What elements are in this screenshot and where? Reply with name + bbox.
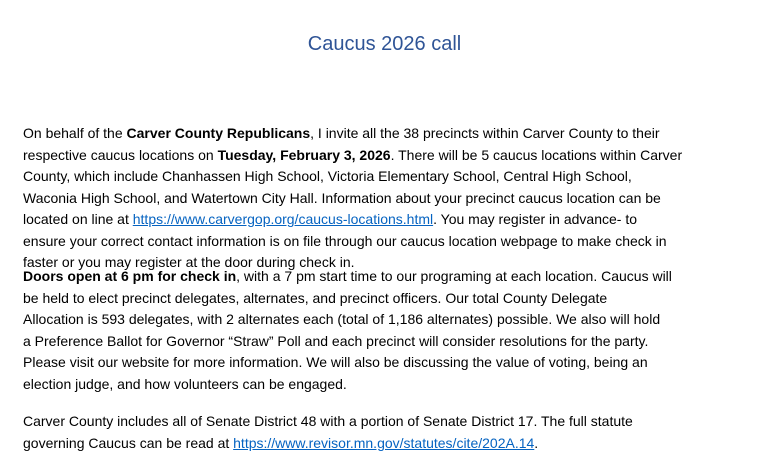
- text-line: [23, 352, 672, 374]
- text-run: ensure your correct contact information is on file through our caucus location webpage to make check in: [23, 232, 667, 249]
- text-line: [23, 209, 682, 231]
- text-run: located on line at: [23, 211, 133, 227]
- document-title: Caucus 2026 call: [307, 33, 462, 55]
- text-line: [23, 188, 682, 210]
- text-line: [23, 433, 633, 455]
- text-line: [23, 331, 672, 353]
- text-run: governing Caucus can be read at: [23, 434, 234, 451]
- text-line: [23, 231, 682, 253]
- text-run: Waconia High School, and Watertown City Hall. Information about your precinct caucus location can be: [23, 189, 661, 206]
- text-run: Carver County includes all of Senate District 48 with a portion of Senate District 17. The full statute: [23, 413, 633, 429]
- text-line: [23, 266, 672, 288]
- text-run: , I invite all the 38 precincts within Carver County to their: [310, 125, 660, 141]
- text-run: , with a 7 pm start time to our programing at each location. Caucus will: [236, 268, 672, 284]
- text-run: Allocation is 593 delegates, with 2 alternates each (total of 1,186 alternates) possible. We also will hold: [23, 311, 661, 327]
- text-line: [23, 374, 672, 396]
- text-run: be held to elect precinct delegates, alternates, and precinct officers. Our total County Delegate: [23, 289, 608, 306]
- text-run: respective caucus locations on: [23, 146, 218, 163]
- text-line: [23, 411, 633, 433]
- paragraph-statute: [23, 411, 633, 454]
- text-run: . There will be 5 caucus locations within Carver: [390, 146, 683, 163]
- text-run: a Preference Ballot for Governor “Straw” Poll and each precinct will consider resolutions for the party.: [23, 332, 649, 349]
- text-run: . You may register in advance- to: [433, 211, 638, 227]
- text-run: On behalf of the: [23, 125, 127, 141]
- text-line: [23, 166, 682, 188]
- text-run: faster or you may register at the door during check in.: [23, 254, 355, 270]
- text-run: election judge, and how volunteers can be engaged.: [23, 375, 347, 392]
- text-run: .: [534, 434, 539, 451]
- text-run: Please visit our website for more information. We will also be discussing the value of voting, being an: [23, 354, 648, 370]
- bold-text: Tuesday, February 3, 2026: [217, 146, 391, 163]
- text-line: [23, 288, 672, 310]
- text-line: [23, 123, 682, 145]
- hyperlink[interactable]: https://www.carvergop.org/caucus-locations.html: [132, 211, 434, 227]
- text-run: County, which include Chanhassen High School, Victoria Elementary School, Central High School,: [23, 168, 632, 184]
- bold-text: Doors open at 6 pm for check in: [23, 268, 237, 284]
- paragraph-schedule: [23, 266, 672, 395]
- text-line: [23, 145, 682, 167]
- bold-text: Carver County Republicans: [126, 125, 311, 141]
- hyperlink[interactable]: https://www.revisor.mn.gov/statutes/cite/202A.14: [233, 434, 535, 451]
- paragraph-invitation: [23, 123, 682, 274]
- text-line: [23, 309, 672, 331]
